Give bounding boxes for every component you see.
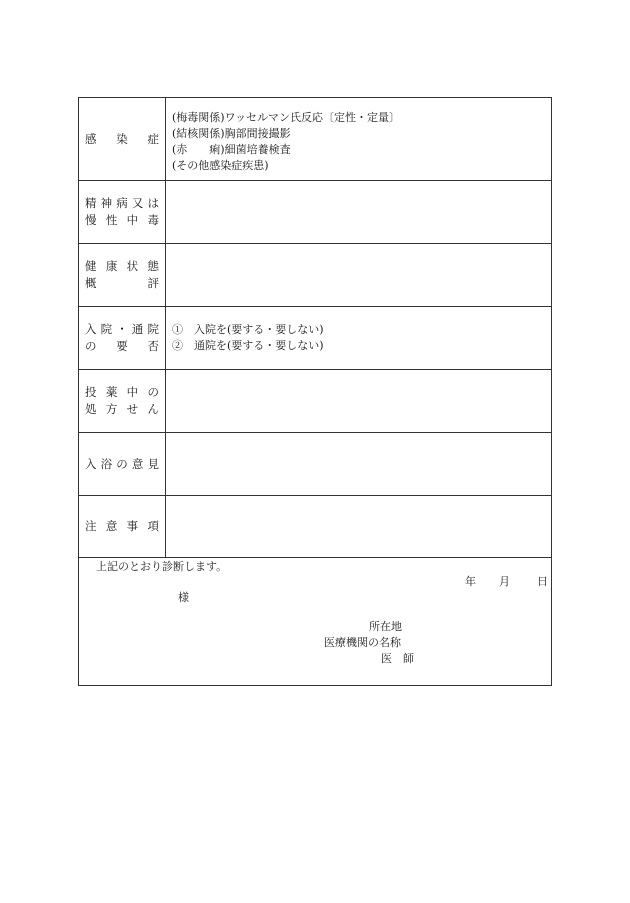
content-line-other: (その他感染症疾患) <box>172 159 269 172</box>
row-label-cell <box>79 307 166 369</box>
content-line-syphilis: (梅毒関係)ワッセルマン氏反応〔定性・定量〕 <box>172 111 401 124</box>
doctor-label: 医 師 <box>381 652 414 665</box>
row-content-cell <box>166 433 551 495</box>
date-day-label: 日 <box>537 575 548 588</box>
label-text: 精 神 病 又 は <box>85 196 159 210</box>
medical-certificate-form <box>78 97 552 686</box>
label-text: 慢 性 中 毒 <box>85 213 159 227</box>
row-content-cell <box>166 307 551 369</box>
label-text: 概 評 <box>85 276 159 290</box>
institution-name-label: 医療機関の名称 <box>324 636 401 649</box>
addressee-suffix: 様 <box>178 591 189 604</box>
label-text: 健 康 状 態 <box>85 259 159 273</box>
date-year-label: 年 <box>465 575 476 588</box>
label-text: 処 方 せ ん <box>85 402 159 416</box>
label-text: 入 院 ・ 通 院 <box>85 322 159 336</box>
content-line-outpatient: ② 通院を(要する・要しない) <box>172 339 324 352</box>
content-line-tuberculosis: (結核関係)胸部間接撮影 <box>172 127 291 140</box>
row-label-cell <box>79 496 166 557</box>
label-text: 入 浴 の 意 見 <box>85 456 159 471</box>
content-line-dysentery: (赤 痢)細菌培養検査 <box>172 143 291 156</box>
diagnosis-statement: 上記のとおり診断します。 <box>96 560 228 573</box>
label-text: 投 薬 中 の <box>85 385 159 399</box>
row-content-cell <box>166 181 551 243</box>
row-notes <box>79 496 551 558</box>
row-bathing-opinion <box>79 433 551 496</box>
row-infectious-disease <box>79 98 551 181</box>
row-content-cell <box>166 98 551 180</box>
label-text: 注 意 事 項 <box>85 519 159 533</box>
row-label-cell <box>79 370 166 432</box>
date-month-label: 月 <box>499 575 510 588</box>
row-health-status <box>79 244 551 307</box>
content-line-inpatient: ① 入院を(要する・要しない) <box>172 323 324 336</box>
row-label-cell <box>79 98 166 180</box>
row-content-cell <box>166 370 551 432</box>
row-hospitalization <box>79 307 551 370</box>
label-text: の 要 否 <box>85 339 159 353</box>
row-content-cell <box>166 244 551 306</box>
row-label-cell <box>79 181 166 243</box>
diagnosis-footer <box>79 558 551 685</box>
label-text: 感 染 症 <box>85 131 159 146</box>
row-label-cell <box>79 433 166 495</box>
row-medication <box>79 370 551 433</box>
location-label: 所在地 <box>369 620 402 633</box>
row-mental-illness <box>79 181 551 244</box>
row-content-cell <box>166 496 551 557</box>
row-label-cell <box>79 244 166 306</box>
